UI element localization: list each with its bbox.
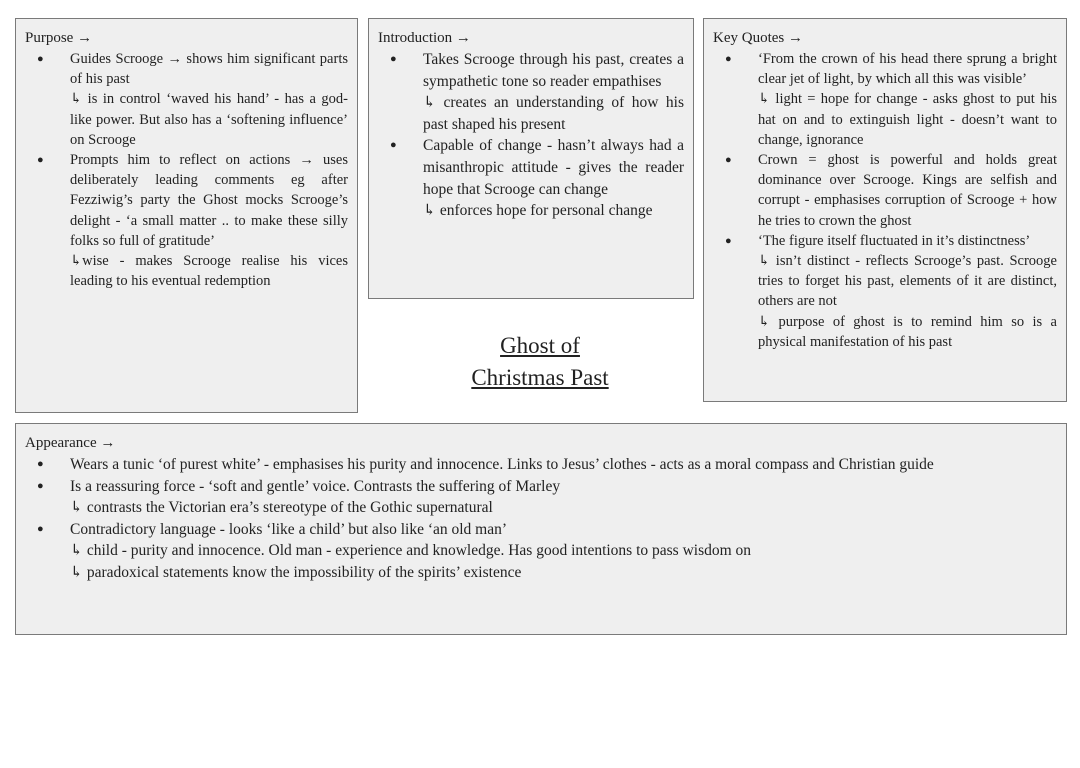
purpose-point [25, 49, 348, 150]
appearance-point [25, 519, 1057, 584]
point-text: ● ‘The figure itself fluctuated in it’s distinctness’ [758, 232, 1031, 249]
sub-point: ↳ enforces hope for personal change [423, 202, 653, 220]
purpose-point [25, 150, 348, 291]
sub-point: ↳ creates an understanding of how his past shaped his present [423, 94, 684, 133]
sub-point: ↳wise - makes Scrooge realise his vices leading to his eventual redemption [70, 253, 348, 290]
introduction-box [368, 18, 694, 299]
key-quote-point [713, 150, 1057, 231]
key-quotes-list [713, 49, 1057, 352]
purpose-box [15, 18, 358, 413]
introduction-point [378, 49, 684, 135]
point-text: ● Capable of change - hasn’t always had a misanthropic attitude - gives the reader hope that Scrooge can change [423, 137, 684, 198]
sub-point: ↳ child - purity and innocence. Old man - experience and knowledge. Has good intentions to pass wisdom on [70, 542, 752, 560]
point-text: ● ‘From the crown of his head there sprung a bright clear jet of light, by which all this was visible’ [758, 51, 1057, 88]
introduction-point [378, 135, 684, 221]
key-quote-point [713, 231, 1057, 352]
point-text: ● Is a reassuring force - ‘soft and gentle’ voice. Contrasts the suffering of Marley [70, 477, 561, 495]
sub-point: ↳ contrasts the Victorian era’s stereotype of the Gothic supernatural [70, 499, 493, 517]
point-text: ● Contradictory language - looks ‘like a child’ but also like ‘an old man’ [70, 520, 508, 538]
sub-point: ↳ is in control ‘waved his hand’ - has a god-like power. But also has a ‘softening influence’ on Scrooge [70, 91, 348, 148]
point-text: ● Prompts him to reflect on actions → uses deliberately leading comments eg after Fezziwig’s party the Ghost mocks Scrooge’s delight - ‘a small matter .. to make these silly folks so full of gratitude’ [70, 152, 348, 249]
page-title [430, 330, 650, 394]
appearance-heading: Appearance → [25, 435, 116, 451]
point-text: ● Guides Scrooge → shows him significant parts of his past [70, 51, 348, 88]
appearance-point [25, 476, 1057, 519]
title-line: Ghost of [500, 333, 580, 358]
point-text: ● Takes Scrooge through his past, creates a sympathetic tone so reader empathises [423, 51, 684, 90]
point-text: ● Wears a tunic ‘of purest white’ - emphasises his purity and innocence. Links to Jesus’ clothes - acts as a moral compass and Christian guide [70, 456, 934, 473]
purpose-list [25, 49, 348, 291]
appearance-box [15, 423, 1067, 635]
key-quotes-box [703, 18, 1067, 402]
appearance-point [25, 454, 1057, 476]
sub-point: ↳ purpose of ghost is to remind him so is a physical manifestation of his past [758, 313, 1057, 350]
introduction-list [378, 49, 684, 222]
key-quote-point [713, 49, 1057, 150]
sub-point: ↳ isn’t distinct - reflects Scrooge’s past. Scrooge tries to forget his past, elements of it are distinct, others are not [758, 253, 1057, 310]
sub-point: ↳ light = hope for change - asks ghost to put his hat on and to extinguish light - doesn’t want to change, ignorance [758, 91, 1057, 148]
introduction-heading: Introduction → [378, 30, 471, 46]
key-quotes-heading: Key Quotes → [713, 30, 803, 46]
title-line: Christmas Past [471, 365, 609, 390]
point-text: ● Crown = ghost is powerful and holds great dominance over Scrooge. Kings are selfish and corrupt - emphasises corruption of Scrooge + how he tries to crown the ghost [758, 152, 1057, 229]
purpose-heading: Purpose → [25, 30, 93, 46]
sub-point: ↳ paradoxical statements know the impossibility of the spirits’ existence [70, 563, 522, 581]
appearance-list [25, 454, 1057, 584]
